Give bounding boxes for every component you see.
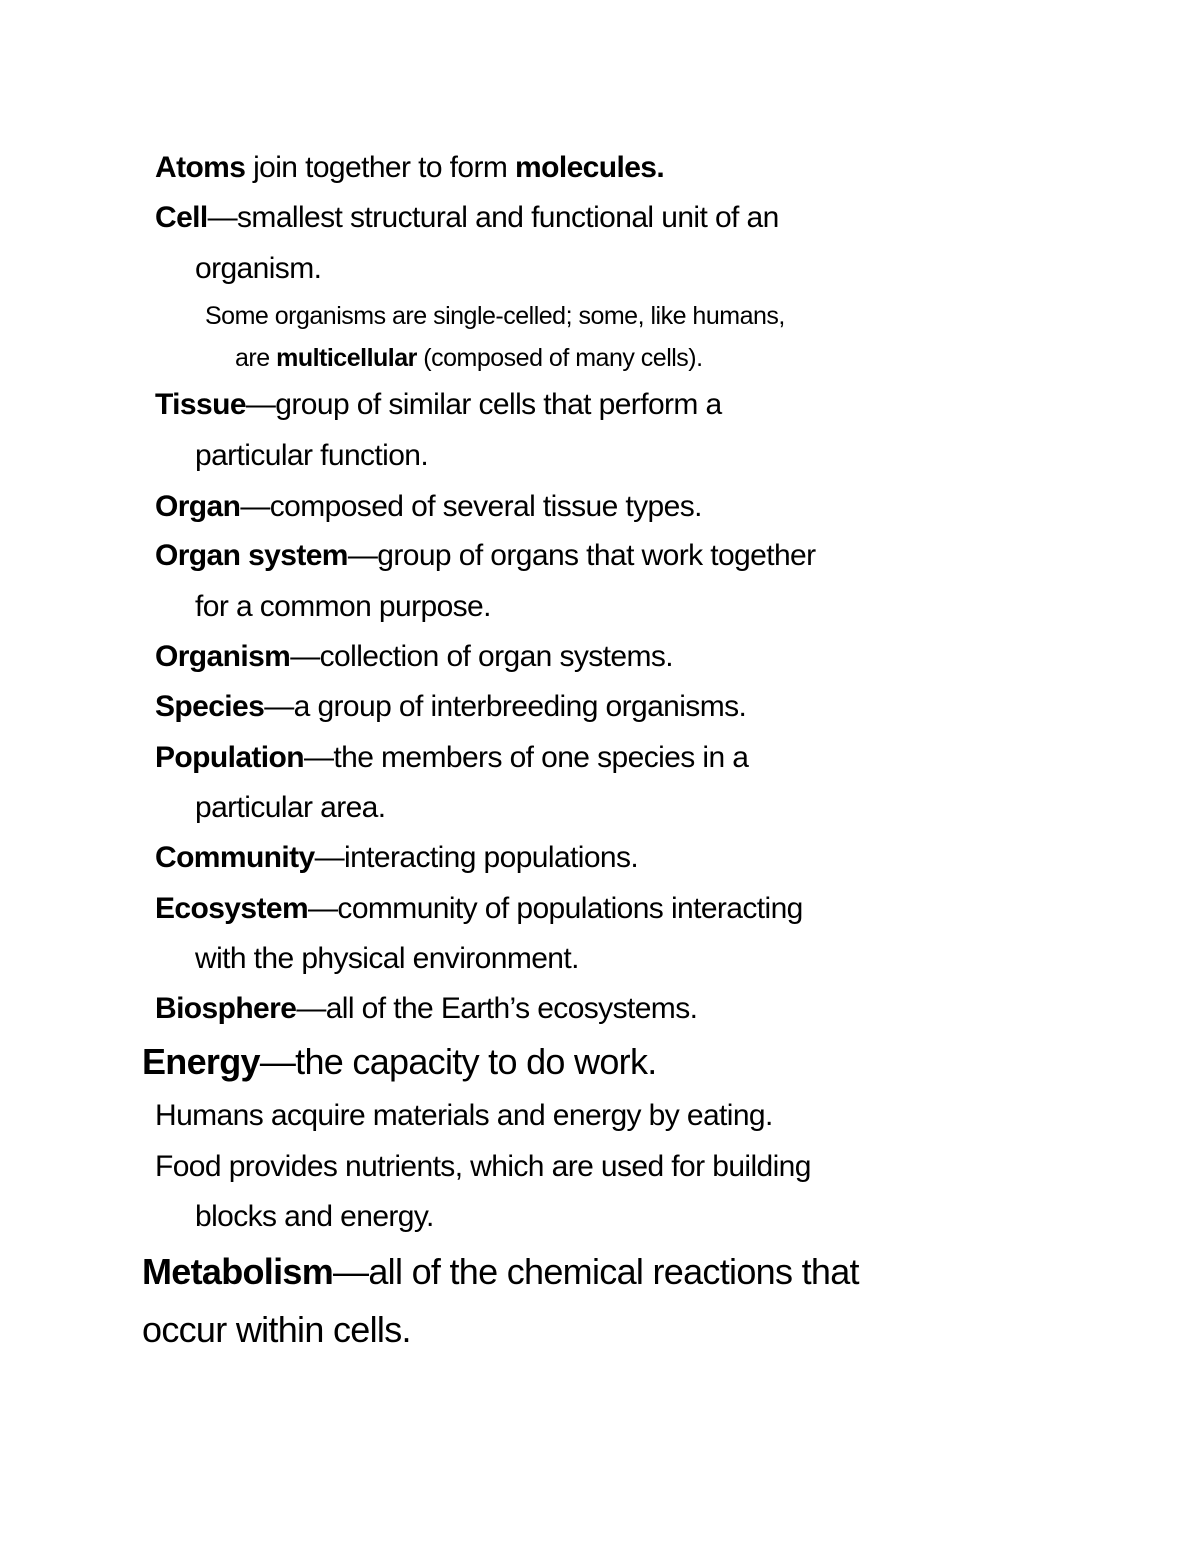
term-energy: Energy <box>142 1041 260 1082</box>
line-organ-system: Organ system—group of organs that work together <box>155 539 816 572</box>
line-tissue-cont: particular function. <box>195 439 429 472</box>
term-community: Community <box>155 841 315 874</box>
line-tissue: Tissue—group of similar cells that perform a <box>155 388 722 421</box>
line-energy: Energy—the capacity to do work. <box>142 1041 657 1082</box>
line-ecosystem: Ecosystem—community of populations interacting <box>155 892 803 925</box>
line-metabolism-cont: occur within cells. <box>142 1309 411 1350</box>
line-some-organisms: Some organisms are single-celled; some, like humans, <box>205 302 785 330</box>
term-organ: Organ <box>155 490 241 523</box>
line-population: Population—the members of one species in a <box>155 741 749 774</box>
line-multicellular: are multicellular (composed of many cells). <box>235 344 703 372</box>
term-organ-system: Organ system <box>155 539 348 572</box>
line-humans: Humans acquire materials and energy by eating. <box>155 1099 773 1132</box>
term-biosphere: Biosphere <box>155 992 297 1025</box>
line-population-cont: particular area. <box>195 791 386 824</box>
term-organism: Organism <box>155 640 291 673</box>
line-organism: Organism—collection of organ systems. <box>155 640 674 673</box>
term-cell: Cell <box>155 201 208 234</box>
term-tissue: Tissue <box>155 388 246 421</box>
line-ecosystem-cont: with the physical environment. <box>195 942 579 975</box>
line-species: Species—a group of interbreeding organisms. <box>155 690 747 723</box>
term-species: Species <box>155 690 265 723</box>
line-food: Food provides nutrients, which are used for building <box>155 1150 811 1183</box>
term-atoms: Atoms <box>155 151 246 184</box>
line-organ: Organ—composed of several tissue types. <box>155 490 702 523</box>
line-atoms: Atoms join together to form molecules. <box>155 151 665 184</box>
term-ecosystem: Ecosystem <box>155 892 309 925</box>
line-organ-system-cont: for a common purpose. <box>195 590 491 623</box>
line-metabolism: Metabolism—all of the chemical reactions that <box>142 1251 859 1292</box>
term-multicellular: multicellular <box>276 344 417 372</box>
line-food-cont: blocks and energy. <box>195 1200 434 1233</box>
line-cell: Cell—smallest structural and functional unit of an <box>155 201 779 234</box>
line-cell-cont: organism. <box>195 252 322 285</box>
term-population: Population <box>155 741 304 774</box>
term-metabolism: Metabolism <box>142 1251 334 1292</box>
line-community: Community—interacting populations. <box>155 841 639 874</box>
term-molecules: molecules. <box>515 151 665 184</box>
line-biosphere: Biosphere—all of the Earth’s ecosystems. <box>155 992 698 1025</box>
